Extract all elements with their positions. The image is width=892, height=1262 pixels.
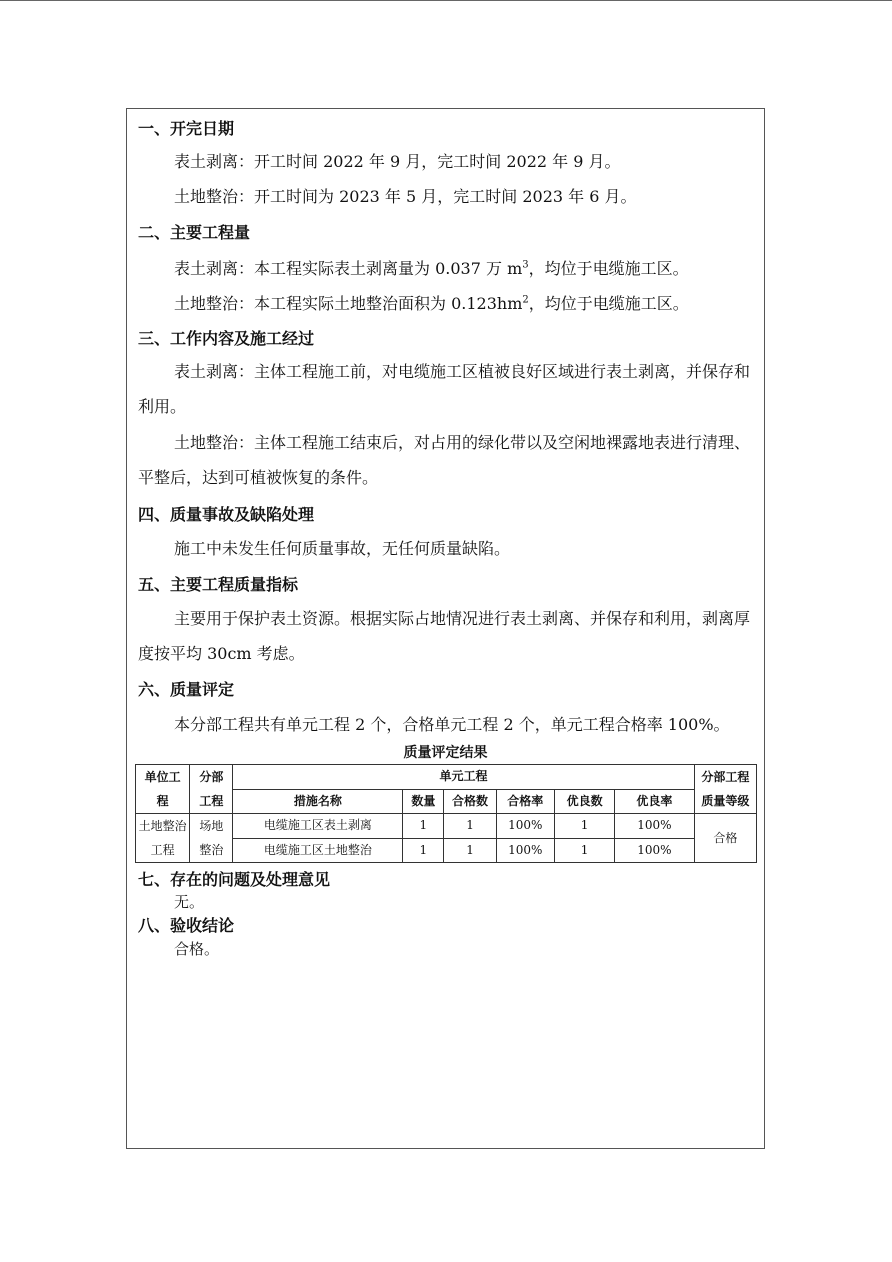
cell-sub-project: 场地 整治 xyxy=(190,814,233,863)
cell-excellent-count: 1 xyxy=(554,838,614,863)
section-2-para-1: 表土剥离：本工程实际表土剥离量为 0.037 万 $m^3$，均位于电缆施工区。 xyxy=(174,259,689,278)
section-5-heading: 五、主要工程质量指标 xyxy=(138,575,299,594)
section-6-para-1: 本分部工程共有单元工程 2 个，合格单元工程 2 个，单元工程合格率 100%。 xyxy=(174,715,730,734)
header-pass-count: 合格数 xyxy=(444,789,496,814)
header-excellent-count: 优良数 xyxy=(554,789,614,814)
cell-excellent-count: 1 xyxy=(554,814,614,839)
header-element-project: 单元工程 xyxy=(233,765,694,790)
header-count: 数量 xyxy=(403,789,444,814)
cell-measure-name: 电缆施工区土地整治 xyxy=(233,838,403,863)
section-1-heading: 一、开完日期 xyxy=(138,119,235,138)
cell-count: 1 xyxy=(403,838,444,863)
section-1-para-2: 土地整治：开工时间为 2023 年 5 月，完工时间 2023 年 6 月。 xyxy=(174,187,637,206)
section-3-para-2: 土地整治：主体工程施工结束后，对占用的绿化带以及空闲地裸露地表进行清理、平整后，达到可植被恢复的条件。 xyxy=(138,433,751,487)
cell-pass-count: 1 xyxy=(444,838,496,863)
header-measure-name: 措施名称 xyxy=(233,789,403,814)
header-unit-project: 单位工 程 xyxy=(136,765,190,814)
table-caption: 质量评定结果 xyxy=(403,745,488,761)
cell-pass-rate: 100% xyxy=(496,838,554,863)
cell-measure-name: 电缆施工区表土剥离 xyxy=(233,814,403,839)
quality-assessment-table xyxy=(135,764,757,863)
table-header-row xyxy=(136,765,757,790)
section-4-para-1: 施工中未发生任何质量事故，无任何质量缺陷。 xyxy=(174,539,511,558)
section-3-para-1: 表土剥离：主体工程施工前，对电缆施工区植被良好区域进行表土剥离，并保存和利用。 xyxy=(138,362,751,416)
header-pass-rate: 合格率 xyxy=(496,789,554,814)
section-8-para-1: 合格。 xyxy=(174,940,220,958)
section-5-para-1: 主要用于保护表土资源。根据实际占地情况进行表土剥离、并保存和利用，剥离厚度按平均 30cm 考虑。 xyxy=(138,609,751,663)
section-6-heading: 六、质量评定 xyxy=(138,680,235,699)
section-1-para-1: 表土剥离：开工时间 2022 年 9 月，完工时间 2022 年 9 月。 xyxy=(174,152,621,171)
header-excellent-rate: 优良率 xyxy=(615,789,694,814)
section-2-heading: 二、主要工程量 xyxy=(138,223,251,242)
cell-excellent-rate: 100% xyxy=(615,814,694,839)
table-row xyxy=(136,814,757,839)
section-7-para-1: 无。 xyxy=(174,893,205,911)
cell-excellent-rate: 100% xyxy=(615,838,694,863)
section-2-para-2: 土地整治：本工程实际土地整治面积为 $0.123hm^2$，均位于电缆施工区。 xyxy=(174,294,689,313)
cell-pass-rate: 100% xyxy=(496,814,554,839)
document-frame xyxy=(126,108,765,1149)
cell-count: 1 xyxy=(403,814,444,839)
header-sub-project: 分部 工程 xyxy=(190,765,233,814)
cell-quality-grade: 合格 xyxy=(694,814,756,863)
section-3-heading: 三、工作内容及施工经过 xyxy=(138,329,315,348)
section-4-heading: 四、质量事故及缺陷处理 xyxy=(138,505,315,524)
cell-unit-project: 土地整治 工程 xyxy=(136,814,190,863)
section-8-heading: 八、验收结论 xyxy=(138,916,235,935)
cell-pass-count: 1 xyxy=(444,814,496,839)
page-top-rule xyxy=(0,0,892,1)
header-quality-grade: 分部工程 质量等级 xyxy=(694,765,756,814)
section-7-heading: 七、存在的问题及处理意见 xyxy=(138,870,331,889)
